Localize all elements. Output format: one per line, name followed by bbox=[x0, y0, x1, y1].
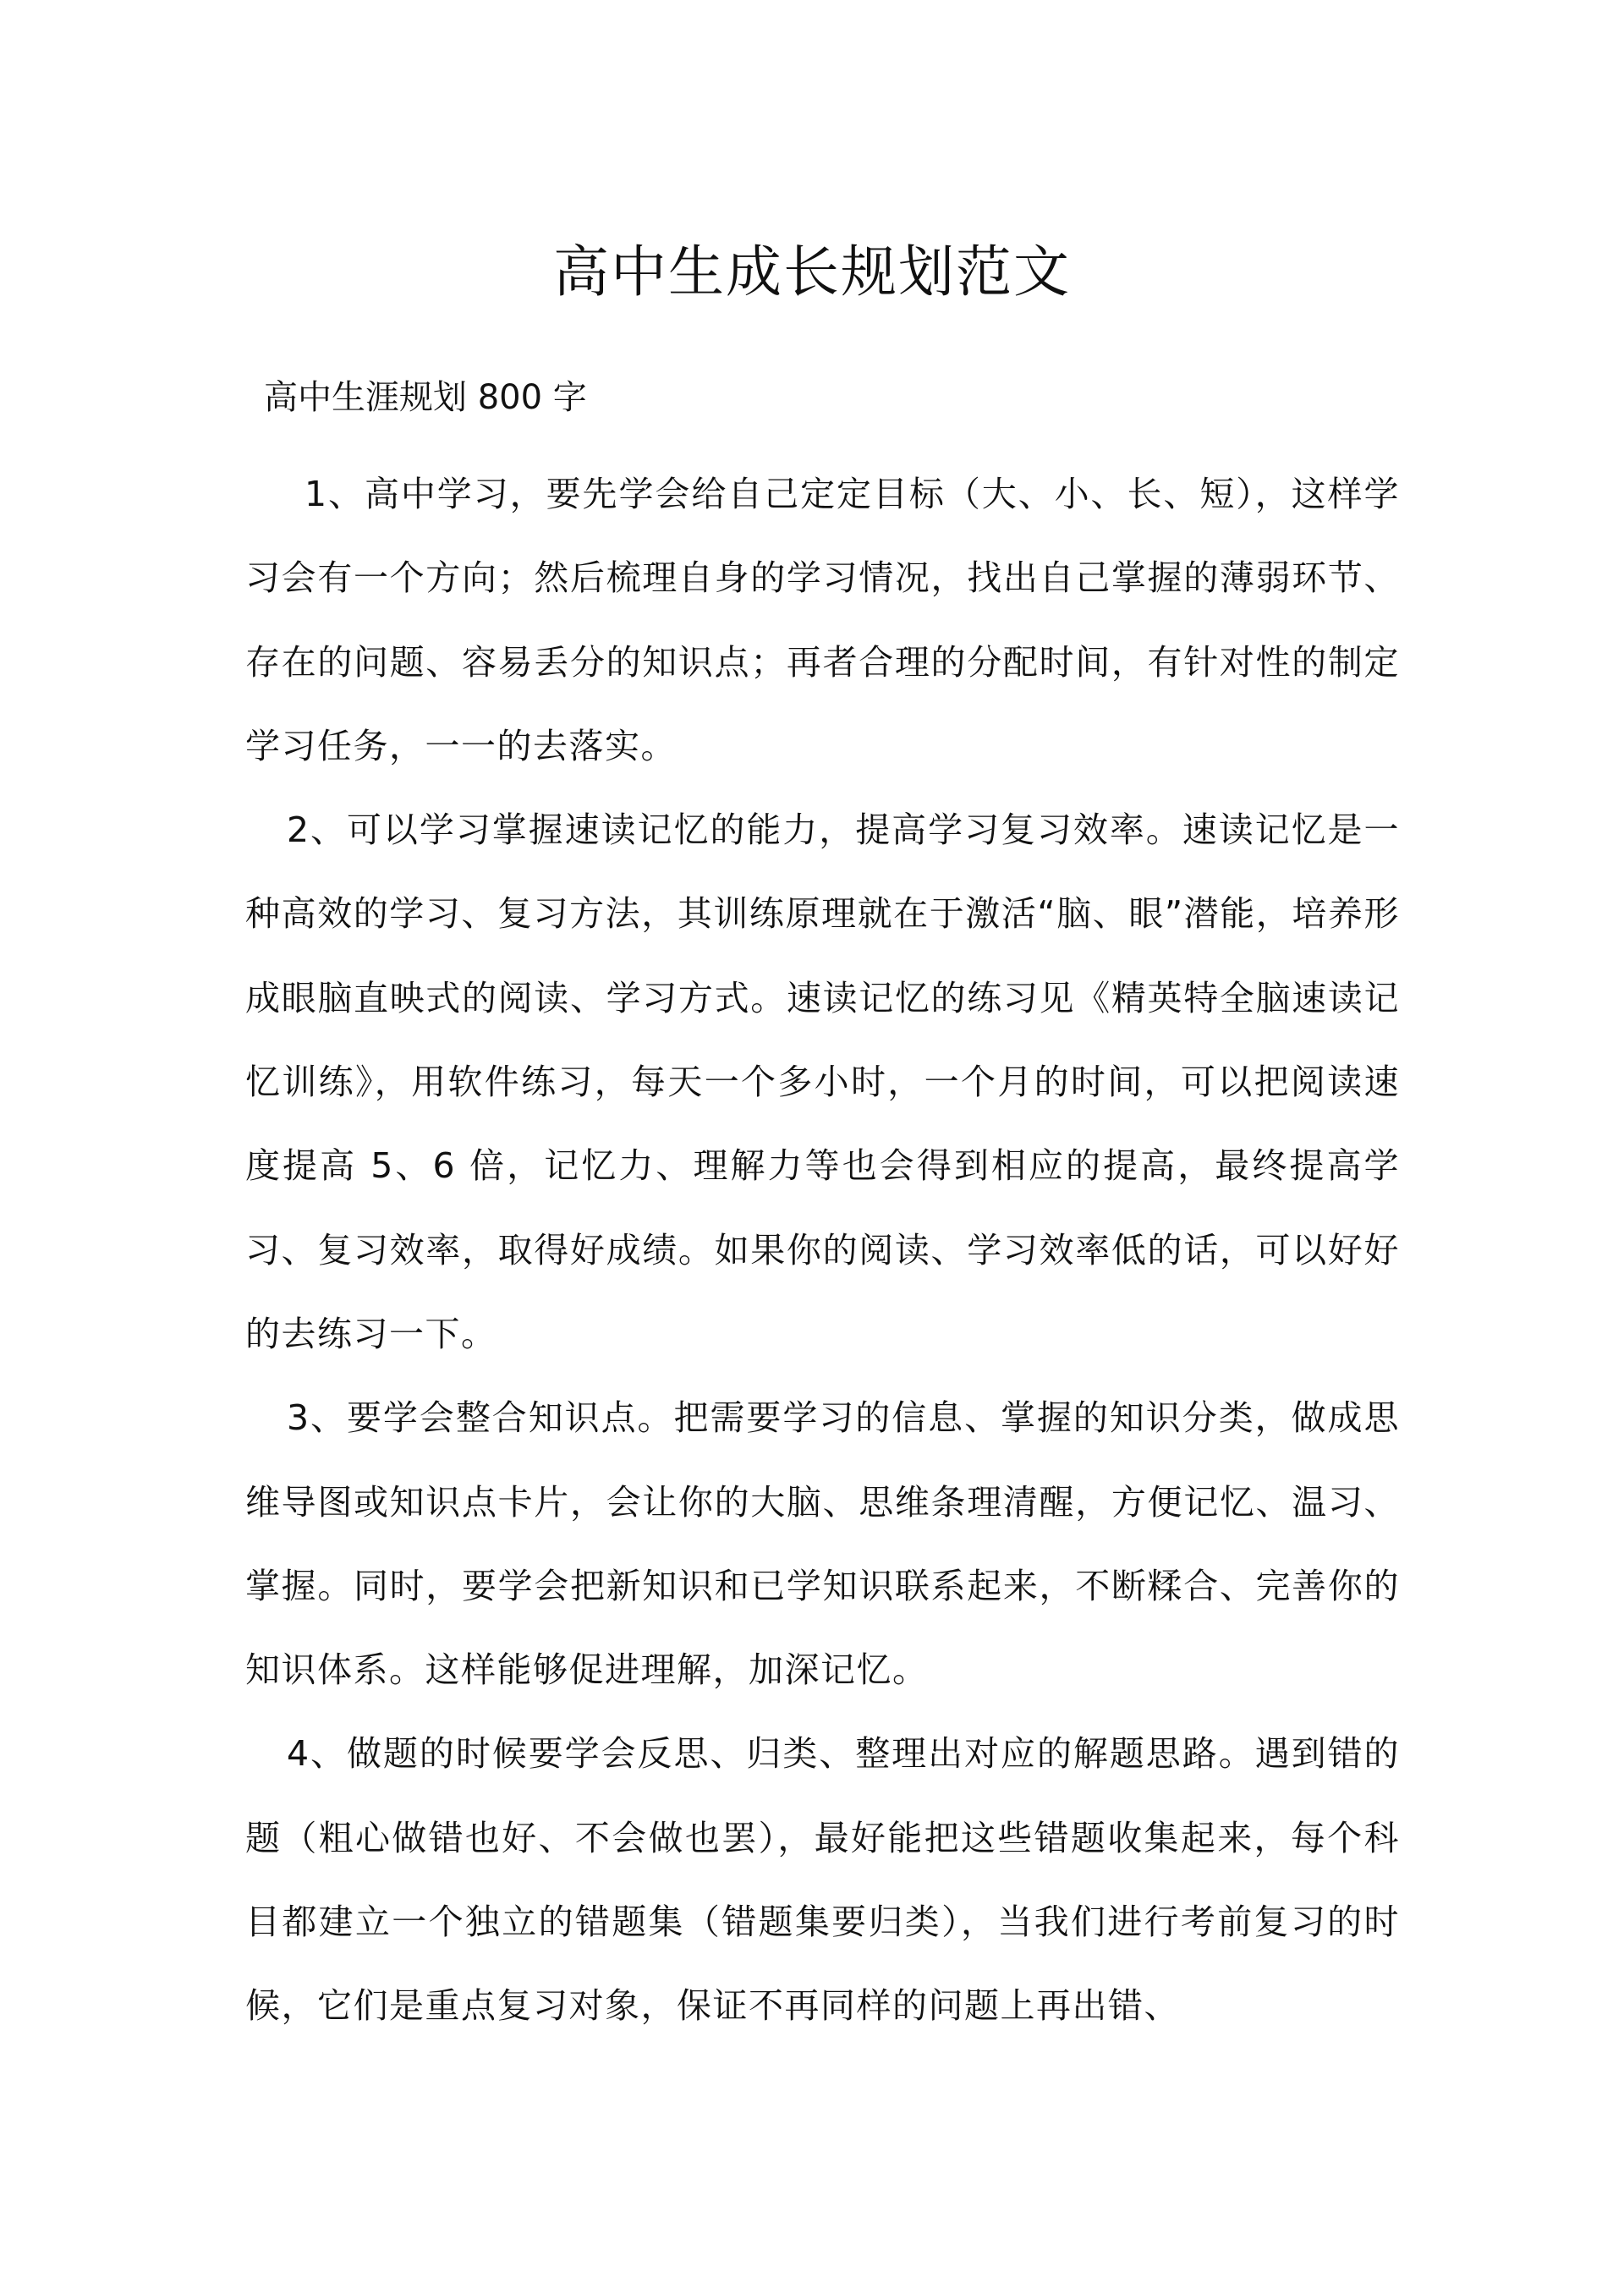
paragraph-1: 1、高中学习，要先学会给自己定定目标（大、小、长、短），这样学习会有一个方向；然后梳理自身的学习情况，找出自己掌握的薄弱环节、存在的问题、容易丢分的知识点；再者合理的分配时间，有针对性的制定学习任务，一一的去落实。 bbox=[245, 474, 1400, 766]
document-subtitle: 高中生涯规划 800 字 bbox=[264, 378, 587, 417]
paragraph-3: 3、要学会整合知识点。把需要学习的信息、掌握的知识分类，做成思维导图或知识点卡片，会让你的大脑、思维条理清醒，方便记忆、温习、掌握。同时，要学会把新知识和已学知识联系起来，不断糅合、完善你的知识体系。这样能够促进理解，加深记忆。 bbox=[245, 1397, 1400, 1691]
document-body bbox=[245, 453, 1400, 2049]
paragraph-4: 4、做题的时候要学会反思、归类、整理出对应的解题思路。遇到错的题（粗心做错也好、不会做也罢），最好能把这些错题收集起来，每个科目都建立一个独立的错题集（错题集要归类），当我们进行考前复习的时候，它们是重点复习对象，保证不再同样的问题上再出错、 bbox=[245, 1733, 1400, 2027]
document-title: 高中生成长规划范文 bbox=[553, 239, 1071, 305]
paragraph-2: 2、可以学习掌握速读记忆的能力，提高学习复习效率。速读记忆是一种高效的学习、复习方法，其训练原理就在于激活“脑、眼”潜能，培养形成眼脑直映式的阅读、学习方式。速读记忆的练习见《精英特全脑速读记忆训练》，用软件练习，每天一个多小时，一个月的时间，可以把阅读速度提高 5、6 倍，记忆力、理解力等也会得到相应的提高，最终提高学习、复习效率，取得好成绩。如果你的阅读、学习效率低的话，可以好好的去练习一下。 bbox=[245, 809, 1400, 1354]
